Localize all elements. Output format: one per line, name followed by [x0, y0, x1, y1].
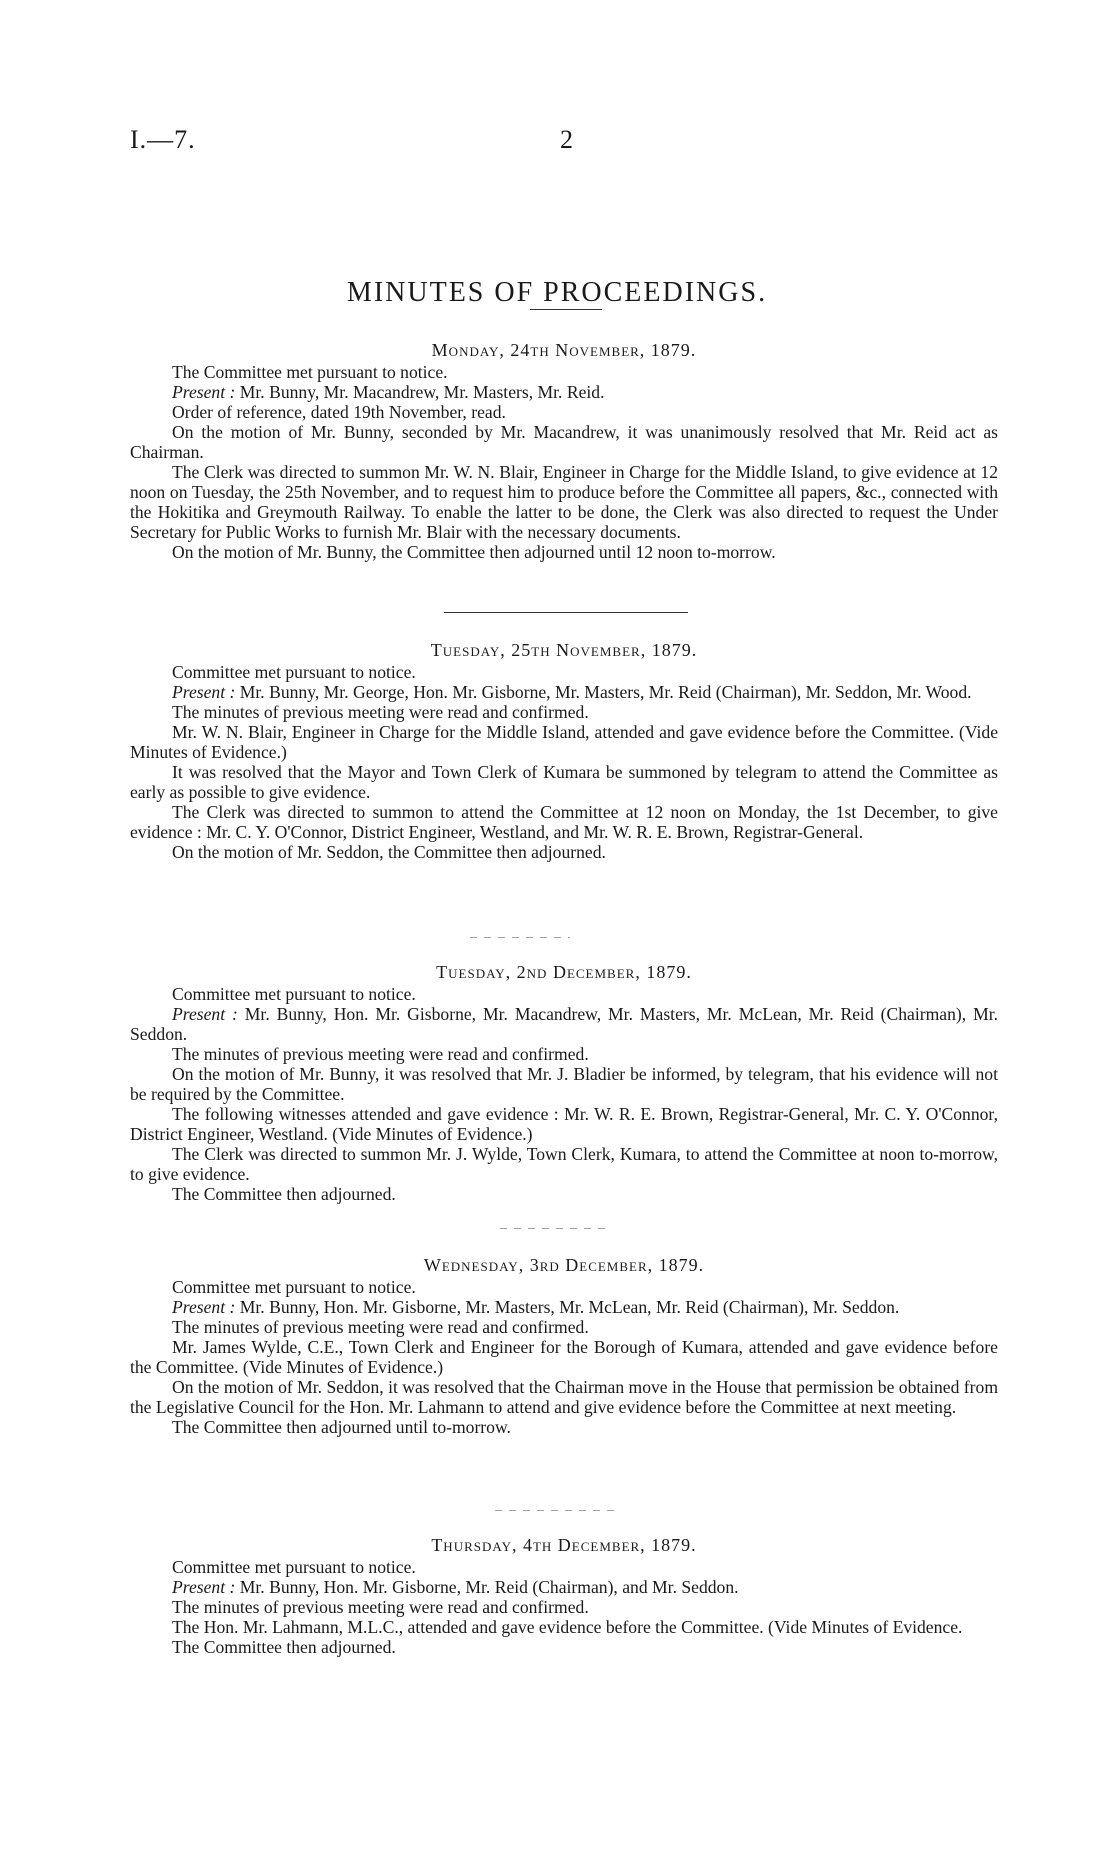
- minute-paragraph: [130, 984, 998, 1004]
- present-label: Present :: [172, 382, 236, 402]
- meeting-block: [130, 640, 998, 862]
- minute-paragraph: [130, 362, 998, 382]
- present-label: Present :: [172, 1004, 238, 1024]
- minute-text: It was resolved that the Mayor and Town Clerk of Kumara be summoned by telegram to attend the Committee as early as possible to give evidence.: [130, 762, 998, 802]
- minute-paragraph: [130, 1337, 998, 1377]
- minute-text: The Hon. Mr. Lahmann, M.L.C., attended and gave evidence before the Committee. (Vide Minutes of Evidence.: [172, 1617, 963, 1637]
- minute-text: The Committee then adjourned.: [172, 1637, 396, 1657]
- minute-paragraph: [130, 462, 998, 542]
- minute-paragraph: [130, 1184, 998, 1204]
- minute-text: The minutes of previous meeting were read and confirmed.: [172, 702, 589, 722]
- minute-paragraph: [130, 1617, 998, 1637]
- minute-paragraph: [130, 542, 998, 562]
- minute-text: Mr. Bunny, Mr. Macandrew, Mr. Masters, Mr. Reid.: [235, 382, 605, 402]
- minute-paragraph: [130, 422, 998, 462]
- meeting-date: Tuesday, 2nd December, 1879.: [436, 962, 692, 982]
- meeting-date: Thursday, 4th December, 1879.: [431, 1535, 697, 1555]
- minute-paragraph: [130, 722, 998, 762]
- present-label: Present :: [172, 1297, 236, 1317]
- minute-paragraph: [130, 1144, 998, 1184]
- minute-text: Mr. Bunny, Mr. George, Hon. Mr. Gisborne, Mr. Masters, Mr. Reid (Chairman), Mr. Seddon, Mr. Wood.: [235, 682, 972, 702]
- minute-paragraph: [130, 762, 998, 802]
- minute-paragraph: [130, 382, 998, 402]
- page-number: 2: [560, 125, 573, 154]
- section-divider: [444, 612, 688, 613]
- minute-paragraph: [130, 1277, 998, 1297]
- paper-reference: I.—7.: [130, 125, 196, 154]
- minute-paragraph: [130, 702, 998, 722]
- minute-paragraph: [130, 662, 998, 682]
- minute-text: Mr. W. N. Blair, Engineer in Charge for the Middle Island, attended and gave evidence before the Committee. (Vide Minutes of Evidence.): [130, 722, 998, 762]
- minute-text: Mr. Bunny, Hon. Mr. Gisborne, Mr. Macandrew, Mr. Masters, Mr. McLean, Mr. Reid (Chairman), Mr. Seddon.: [130, 1004, 998, 1044]
- meeting-date: Tuesday, 25th November, 1879.: [430, 640, 698, 660]
- minute-text: Committee met pursuant to notice.: [172, 1557, 416, 1577]
- minute-paragraph: [130, 1064, 998, 1104]
- minute-paragraph: [130, 1417, 998, 1437]
- minute-text: On the motion of Mr. Bunny, seconded by Mr. Macandrew, it was unanimously resolved that Mr. Reid act as Chairman.: [130, 422, 998, 462]
- minute-text: Mr. Bunny, Hon. Mr. Gisborne, Mr. Reid (Chairman), and Mr. Seddon.: [235, 1577, 739, 1597]
- minute-text: Mr. James Wylde, C.E., Town Clerk and Engineer for the Borough of Kumara, attended and gave evidence before the Committee. (Vide Minutes of Evidence.): [130, 1337, 998, 1377]
- minute-paragraph: [130, 1377, 998, 1417]
- present-label: Present :: [172, 1577, 236, 1597]
- minute-text: The minutes of previous meeting were read and confirmed.: [172, 1044, 589, 1064]
- minute-text: The following witnesses attended and gave evidence : Mr. W. R. E. Brown, Registrar-General, Mr. C. Y. O'Connor, District Engineer, Westland. (Vide Minutes of Evidence.): [130, 1104, 998, 1144]
- minute-text: Committee met pursuant to notice.: [172, 1277, 416, 1297]
- minute-text: On the motion of Mr. Bunny, the Committee then adjourned until 12 noon to-morrow.: [172, 542, 776, 562]
- meeting-block: [130, 1255, 998, 1437]
- minute-paragraph: [130, 1597, 998, 1617]
- section-divider: [500, 1228, 610, 1229]
- minute-text: Order of reference, dated 19th November, read.: [172, 402, 506, 422]
- minute-text: Committee met pursuant to notice.: [172, 662, 416, 682]
- minute-text: The minutes of previous meeting were read and confirmed.: [172, 1317, 589, 1337]
- minute-paragraph: [130, 1637, 998, 1657]
- section-divider: [470, 937, 570, 938]
- minute-text: On the motion of Mr. Bunny, it was resolved that Mr. J. Bladier be informed, by telegram, that his evidence will not be required by the Committee.: [130, 1064, 998, 1104]
- minute-paragraph: [130, 1044, 998, 1064]
- minute-paragraph: [130, 1104, 998, 1144]
- minute-paragraph: [130, 682, 998, 702]
- minute-paragraph: [130, 1557, 998, 1577]
- minute-text: The minutes of previous meeting were read and confirmed.: [172, 1597, 589, 1617]
- minute-paragraph: [130, 402, 998, 422]
- page-title: MINUTES OF PROCEEDINGS.: [346, 276, 768, 308]
- minute-paragraph: [130, 842, 998, 862]
- minute-text: The Committee then adjourned until to-morrow.: [172, 1417, 511, 1437]
- minute-text: The Committee then adjourned.: [172, 1184, 396, 1204]
- meeting-block: [130, 340, 998, 562]
- minute-text: Mr. Bunny, Hon. Mr. Gisborne, Mr. Masters, Mr. McLean, Mr. Reid (Chairman), Mr. Seddon.: [235, 1297, 900, 1317]
- minute-paragraph: [130, 802, 998, 842]
- present-label: Present :: [172, 682, 236, 702]
- meeting-block: [130, 1535, 998, 1657]
- meeting-date: Wednesday, 3rd December, 1879.: [423, 1255, 705, 1275]
- meeting-date: Monday, 24th November, 1879.: [431, 340, 697, 360]
- title-rule: [530, 309, 602, 310]
- minute-text: On the motion of Mr. Seddon, it was resolved that the Chairman move in the House that permission be obtained from the Legislative Council for the Hon. Mr. Lahmann to attend and give evidence before the Committee at next meeting.: [130, 1377, 998, 1417]
- minute-paragraph: [130, 1317, 998, 1337]
- section-divider: [495, 1510, 615, 1511]
- minute-text: The Clerk was directed to summon to attend the Committee at 12 noon on Monday, the 1st December, to give evidence : Mr. C. Y. O'Connor, District Engineer, Westland, and Mr. W. R. E. Brown, Registrar-General.: [130, 802, 998, 842]
- minute-paragraph: [130, 1577, 998, 1597]
- minute-text: The Clerk was directed to summon Mr. W. N. Blair, Engineer in Charge for the Middle Island, to give evidence at 12 noon on Tuesday, the 25th November, and to request him to produce before the Committee all papers, &c., connected with the Hokitika and Greymouth Railway. To enable the latter to be done, the Clerk was also directed to request the Under Secretary for Public Works to furnish Mr. Blair with the necessary documents.: [130, 462, 998, 542]
- minute-text: Committee met pursuant to notice.: [172, 984, 416, 1004]
- minute-text: The Clerk was directed to summon Mr. J. Wylde, Town Clerk, Kumara, to attend the Committee at noon to-morrow, to give evidence.: [130, 1144, 998, 1184]
- minute-text: On the motion of Mr. Seddon, the Committee then adjourned.: [172, 842, 606, 862]
- minute-text: The Committee met pursuant to notice.: [172, 362, 448, 382]
- minute-paragraph: [130, 1297, 998, 1317]
- meeting-block: [130, 962, 998, 1204]
- minute-paragraph: [130, 1004, 998, 1044]
